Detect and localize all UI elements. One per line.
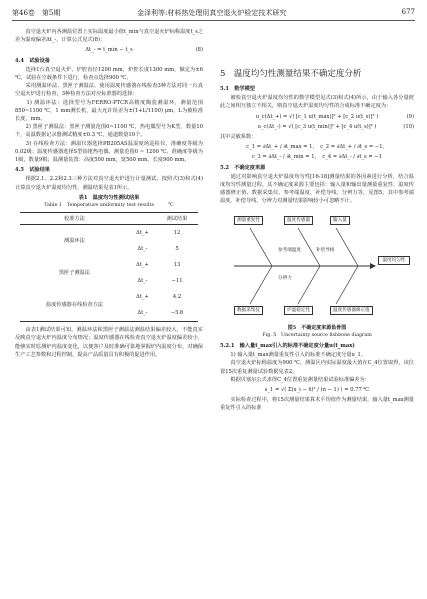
table-cell-value: −11 [171,278,183,285]
table-row [20,289,198,305]
paragraph: 根据贝塞尔公式求得C_4位置重复测量结果试验标准偏差为： [220,376,370,383]
table-cell-value: 13 [173,262,181,269]
table-cell-value: 4.2 [172,294,182,301]
paragraph: 1) 测温环法：选择型号为FERRO-PTCR高精度陶瓷测温环，测量范围850~1100 ℃，1 mm测长机，最大允许误差为±(1+L/1100) μm，L为被检准长度，mm。 [15,99,203,123]
coefficients-line-1: c_1 = ∂Δt_+ / ∂t_max = 1， c_2 = ∂Δt_+ / ∂t_s = −1， [246,144,388,151]
section-5-2-heading: 5.2 不确定度来源 [220,164,266,171]
section-4-4-heading: 4.4 试验设备 [15,57,50,64]
table-cell-method: 温度传感器在线检查方法 [20,289,129,322]
paragraph: 通过对影响真空退火炉温度均匀性[16-18]测量结果的各因素进行分析，结合温度均匀性测量过程，其不确定度来源主要包括：输入量和输出量测量重复性、温度传感器修正值、数据采集仪、参考端温度、补偿导线、分辨力等，见图5。其中参考端温度、补偿导线、分辨力对测量结果影响较小可忽略不计。 [220,173,414,205]
running-title: 金泽利等:材料热处理用真空退火炉检定技术研究 [137,9,287,17]
figure-5-caption: 图5 不确定度来源鱼骨图 [287,324,347,331]
intro-paragraph: 真空退火炉内各测温位置上实际温度最小值t_min与真空退火炉标称温度t_s之差为温度偏差Δt_-，计算公式见式(8)： [15,29,203,44]
paragraph: 1) 输入量t_max测量重复性引入的标准不确定度分量u_1。 [220,352,366,359]
table-cell-symbol: Δt_+ [136,294,149,301]
table-header: 校准方法 [20,213,129,225]
table-row [20,225,198,242]
cause-label: 温度传感器 [284,216,313,225]
paragraph: 其中灵敏系数： [220,134,257,141]
equation-9-body: u_c(Δt_+) = √( [c_1 u(t_max)]² + [c_2 u(t_s)]² ) [255,113,379,120]
equation-10-body: u_c(Δt_-) = √( [c_3 u(t_min)]² + [c_4 u(t_s)]² ) [257,123,377,130]
table-cell-value: −5.6 [156,305,198,322]
section-5-1-heading: 5.1 数学模型 [220,86,255,92]
figure-5-caption-en: Fig. 5 Uncertainty source fishbone diagram [262,332,372,338]
section-5-2-1-heading: 5.2.1 输入量t_max引入的标准不确定度分量u(t_max) [220,343,355,350]
header-rule [12,20,415,21]
paragraph: 3) 在线检查方法：测温仪器选择PB205AS温湿度场巡检仪，准确度等级为0.02级；温度传感器选择S型铂铑热电偶，测量范围0 ~ 1200 ℃，准确度等级为1级，数量9根；温测量装置：高度500 mm，宽500 mm，长度900 mm。 [15,140,203,164]
equation-10 [220,123,414,131]
paragraph: 被检真空退火炉温度均匀性的数学模型见式(3)和式(4)所示，由于输入各分量彼此之间相互独立不相关，则真空退火炉温度均匀性的合成标准不确定度为： [220,95,414,110]
table-cell-method: 测温环法 [64,238,85,245]
table-1-subtitle: Table 1 Temperature uniformity test results ℃ [44,203,174,209]
table-header: 测试结果 [156,213,198,225]
section-4-5-heading: 4.5 试验结果 [15,167,50,174]
table-row [20,257,198,273]
paragraph: 真空退火炉标称温度为900 ℃，测温区内实际温度最大值在C_4位置取得，该位置15次重复测量试验数据见表2。 [220,360,414,375]
cause-label: 温度传感器修正值 [330,306,373,315]
coefficients-line-2: c_3 = ∂Δt_- / ∂t_min = 1， c_4 = ∂Δt_- / ∂t_s = −1 [251,154,382,161]
page-number: 677 [401,8,415,16]
volume-issue: 第46卷 第5期 [12,9,61,17]
paragraph: 采用测温环法、黑匣子测温法、使用温度传感器在线检查3种方法对同一台真空退火炉进行检查，3种检查方法对应标准器的选择： [15,83,203,98]
paragraph: 根据2.1、2.2和2.3三种方法对真空退火炉进行计量测试，按照式(3)和式(4)计算真空退火炉温度均匀性，测温结果见表1所示。 [15,176,203,191]
table-header-blank [129,213,156,225]
equation-9 [220,113,414,121]
cause-label: 炉温稳定性 [284,306,313,315]
table-cell-method: 黑匣子测温法 [58,270,90,277]
equation-8-body: Δt_- = t_min − t_s [85,47,133,54]
table-cell-symbol: Δt_- [137,246,148,253]
right-column [220,28,414,413]
table-cell-symbol: Δt_- [129,305,156,322]
table-cell-value: 12 [173,230,181,237]
table-cell-symbol: Δt_+ [136,230,149,237]
equation-11: s_1 = √( Σ(x_i − x̄)² / (n − 1) ) = 0.77 ℃ [264,387,370,394]
paragraph: 2) 黑匣子测温法：黑匣子测量范围0~1100 ℃，热电偶型号为K型，数量10个，高温数据记录器测试精度±0.3 ℃，通道数量10个。 [15,124,203,139]
cause-label: 参考端温度 [278,247,301,253]
paragraph: 实际检查过程中，将15次测量结果算术平均值作为测量结果，输入量t_max测量重复性引入的标准 [220,397,414,412]
paragraph: 选择1台真空退火炉，炉腔直径1200 mm，炉腔长度1300 mm，额定为±6 ℃，试验在空载条件下进行，检查点选择900 ℃。 [15,66,203,82]
equation-10-number: (10) [403,123,414,130]
cause-label: 输入量 [330,216,350,225]
equation-9-number: (9) [406,113,414,120]
table-cell-value: 5 [175,246,179,253]
cause-label: 测量重复性 [234,216,263,225]
table-cell-symbol: Δt_+ [136,262,149,269]
cause-label: 分辨力 [278,275,292,281]
effect-label: 温度均匀性 [378,256,410,265]
results-table [20,212,198,322]
cause-label: 补偿导线 [316,247,335,253]
fishbone-diagram [220,210,414,322]
table-cell-symbol: Δt_- [137,278,148,285]
equation-8 [15,46,203,54]
table-1-title: 表1 温度均匀性测试结果 [78,194,140,201]
equation-8-number: (8) [195,47,203,54]
left-column [15,28,203,359]
paragraph: 由表1测试结果可知，测温环法和黑匣子测温法测温结果偏差较大，不能真实反映真空退火炉内温度分布情况；温度传感器在线检查真空退火炉温度偏差较小，能够实时监测炉内温度变化，以便客户及时准确可靠地掌握炉内温度分布，对确保生产工艺参数和过程控制，提高产品质量具有积极的促进作用。 [15,327,203,358]
section-5-heading: 5 温度均匀性测量结果不确定度分析 [220,69,362,79]
cause-label: 数据采集仪 [234,306,263,315]
